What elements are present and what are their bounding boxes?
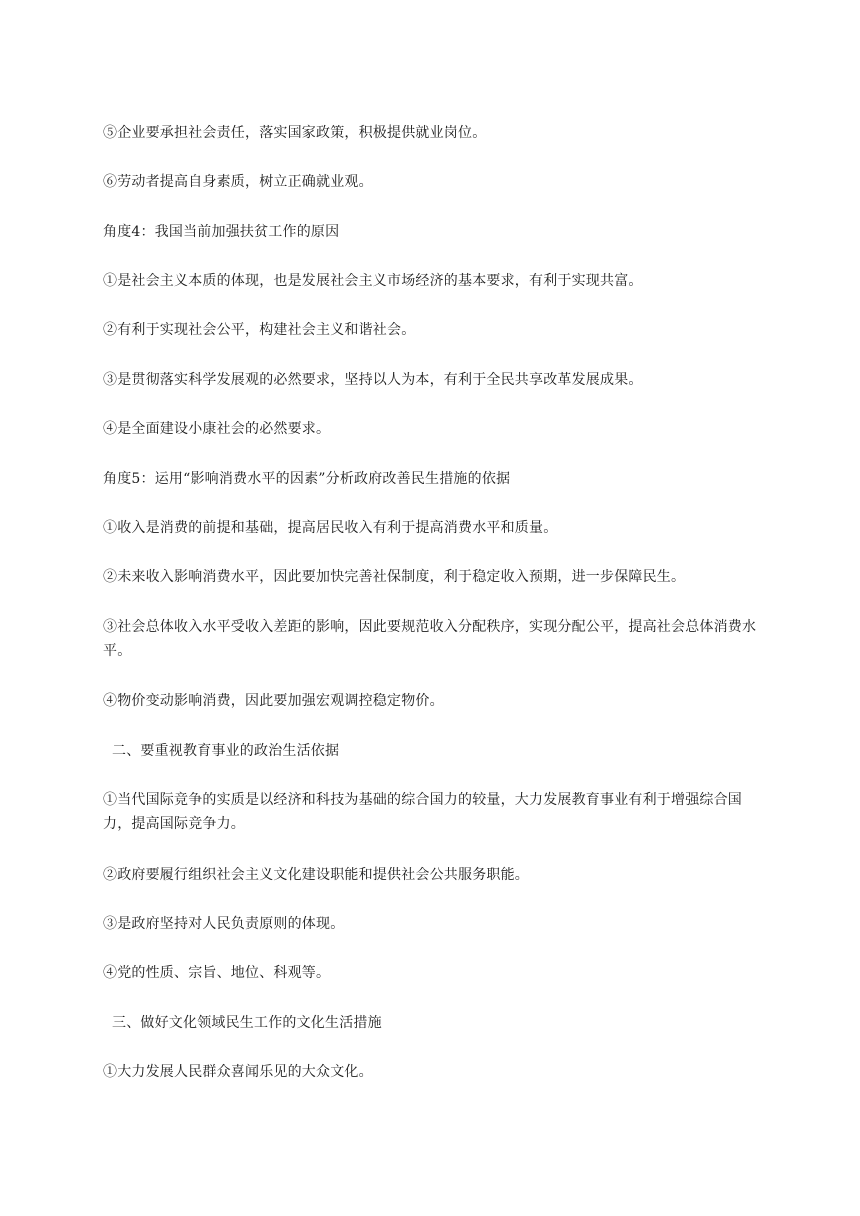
paragraph-price-changes: ④物价变动影响消费，因此要加强宏观调控稳定物价。 (103, 693, 444, 709)
paragraph-future-income: ②未来收入影响消费水平，因此要加快完善社保制度，利于稳定收入预期，进一步保障民生。 (103, 569, 686, 585)
heading-section-3: 三、做好文化领域民生工作的文化生活措施 (112, 1015, 382, 1031)
paragraph-enterprise-responsibility: ⑤企业要承担社会责任，落实国家政策，积极提供就业岗位。 (103, 125, 487, 141)
paragraph-party-nature: ④党的性质、宗旨、地位、科观等。 (103, 965, 331, 981)
paragraph-socialism-essence: ①是社会主义本质的体现，也是发展社会主义市场经济的基本要求，有利于实现共富。 (103, 273, 643, 289)
heading-angle-5: 角度5：运用“影响消费水平的因素”分析政府改善民生措施的依据 (103, 471, 511, 487)
paragraph-income-gap: ③社会总体收入水平受收入差距的影响，因此要规范收入分配秩序，实现分配公平，提高社会总体消费水平。 (103, 619, 757, 659)
paragraph-mass-culture: ①大力发展人民群众喜闻乐见的大众文化。 (103, 1064, 373, 1080)
paragraph-government-functions: ②政府要履行组织社会主义文化建设职能和提供社会公共服务职能。 (103, 867, 529, 883)
paragraph-international-competition: ①当代国际竞争的实质是以经济和科技为基础的综合国力的较量，大力发展教育事业有利于增强综合国力，提高国际竞争力。 (103, 792, 742, 832)
heading-section-2: 二、要重视教育事业的政治生活依据 (112, 743, 340, 759)
paragraph-income-basis: ①收入是消费的前提和基础，提高居民收入有利于提高消费水平和质量。 (103, 520, 558, 536)
heading-angle-4: 角度4：我国当前加强扶贫工作的原因 (103, 224, 340, 240)
paragraph-social-fairness: ②有利于实现社会公平，构建社会主义和谐社会。 (103, 322, 416, 338)
paragraph-moderately-prosperous: ④是全面建设小康社会的必然要求。 (103, 421, 331, 437)
paragraph-scientific-development: ③是贯彻落实科学发展观的必然要求，坚持以人为本，有利于全民共享改革发展成果。 (103, 372, 643, 388)
paragraph-responsibility-principle: ③是政府坚持对人民负责原则的体现。 (103, 916, 345, 932)
paragraph-worker-quality: ⑥劳动者提高自身素质，树立正确就业观。 (103, 174, 373, 190)
